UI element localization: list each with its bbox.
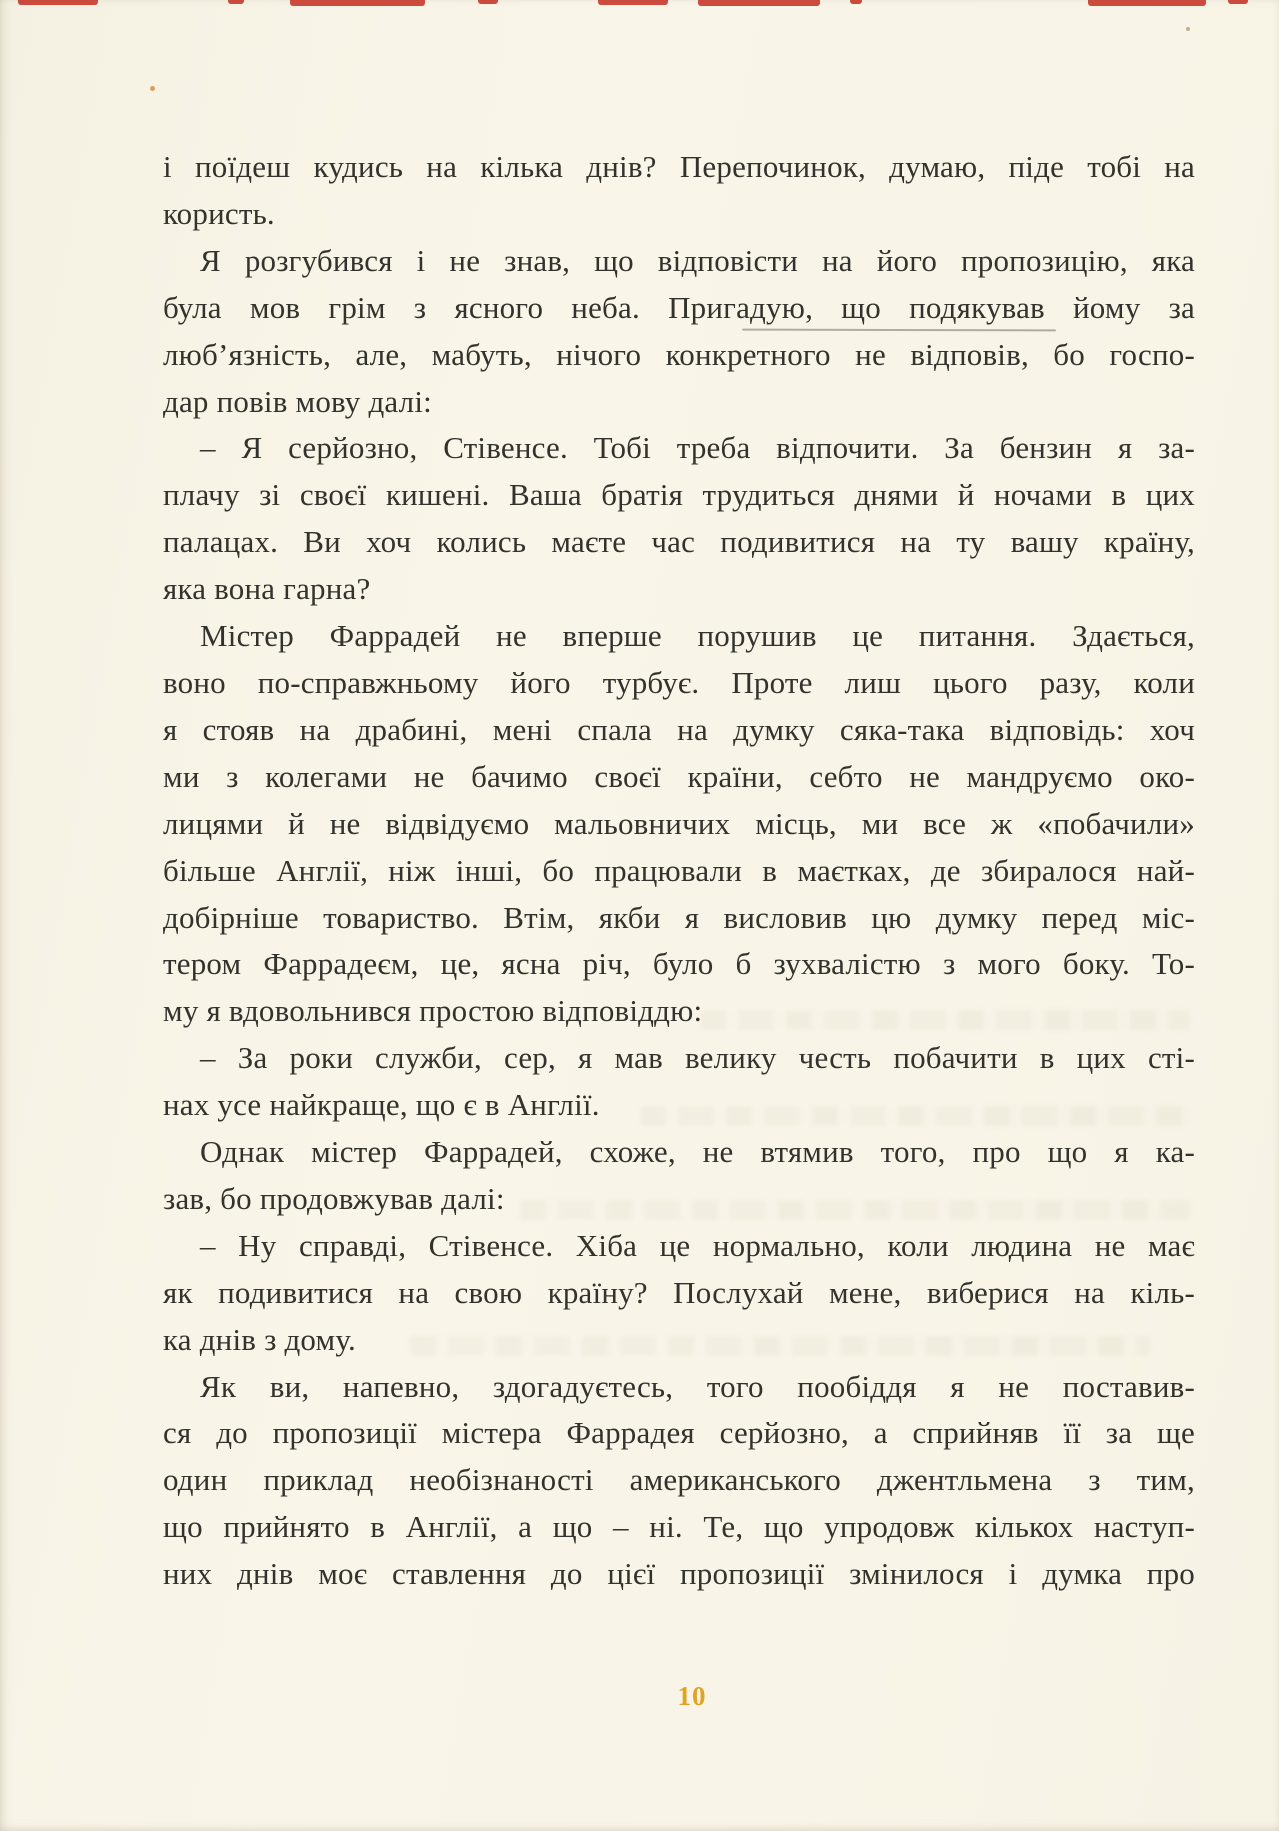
red-mark	[850, 0, 862, 4]
scan-edge-marks	[0, 0, 1279, 10]
text-line: ся до пропозиції містера Фаррадея серйозно, а сприйняв її за ще	[163, 1415, 1195, 1451]
text-line: нах усе найкраще, що є в Англії.	[163, 1087, 600, 1123]
text-line: дар повів мову далі:	[163, 383, 432, 419]
text-line: як подивитися на свою країну? Послухай мене, виберися на кіль-	[163, 1274, 1195, 1310]
text-line: була мов грім з ясного неба. Пригадую, що подякував йому за	[163, 289, 1195, 325]
bleed-through-artifact	[700, 1010, 1190, 1030]
text-line: більше Англії, ніж інші, бо працювали в маєтках, де збиралося най-	[163, 852, 1195, 888]
text-line: – За роки служби, сер, я мав велику честь побачити в цих сті-	[200, 1040, 1195, 1076]
bleed-through-artifact	[640, 1106, 1190, 1126]
text-line: Я розгубився і не знав, що відповісти на його пропозицію, яка	[200, 242, 1195, 278]
bleed-through-artifact	[520, 1200, 1190, 1220]
text-line: яка вона гарна?	[163, 571, 371, 607]
red-mark	[698, 0, 820, 6]
text-line: тером Фаррадеєм, це, ясна річ, було б зухвалістю з мого боку. То-	[163, 946, 1195, 982]
text-line: один приклад необізнаності американського джентльмена з тим,	[163, 1462, 1195, 1498]
page-number: 10	[677, 1681, 707, 1711]
red-mark	[1228, 0, 1248, 4]
text-line: добірніше товариство. Втім, якби я висловив цю думку перед міс-	[163, 899, 1195, 935]
red-mark	[1088, 0, 1206, 6]
red-mark	[228, 0, 244, 4]
red-mark	[290, 0, 425, 6]
text-line: і поїдеш кудись на кілька днів? Перепочинок, думаю, піде тобі на	[163, 149, 1195, 184]
text-line: плачу зі своєї кишені. Ваша братія трудиться днями й ночами в цих	[163, 477, 1195, 513]
text-line: Однак містер Фаррадей, схоже, не втямив того, про що я ка-	[200, 1134, 1195, 1170]
text-line: люб’язність, але, мабуть, нічого конкретного не відповів, бо госпо-	[163, 336, 1195, 372]
red-mark	[598, 0, 668, 5]
red-mark	[478, 0, 498, 4]
ink-speck	[1186, 27, 1190, 31]
text-line: – Я серйозно, Стівенсе. Тобі треба відпочити. За бензин я за-	[200, 430, 1195, 466]
red-mark	[18, 0, 98, 5]
text-line: му я вдовольнився простою відповіддю:	[163, 993, 703, 1029]
text-line: зав, бо продовжував далі:	[163, 1180, 505, 1216]
bleed-through-artifact	[410, 1336, 1150, 1356]
text-line: Містер Фаррадей не вперше порушив це питання. Здається,	[200, 618, 1195, 654]
text-line: що прийнято в Англії, а що – ні. Те, що упродовж кількох наступ-	[163, 1509, 1195, 1545]
text-line: ми з колегами не бачимо своєї країни, себто не мандруємо око-	[163, 758, 1195, 794]
text-line: ка днів з дому.	[163, 1321, 356, 1357]
page-text	[163, 144, 1195, 1598]
text-line: – Ну справді, Стівенсе. Хіба це нормально, коли людина не має	[200, 1227, 1195, 1263]
ink-speck	[150, 86, 155, 91]
text-line: я стояв на драбині, мені спала на думку сяка-така відповідь: хоч	[163, 711, 1195, 747]
text-line: них днів моє ставлення до цієї пропозиції змінилося і думка про	[163, 1556, 1195, 1592]
text-line: лицями й не відвідуємо мальовничих місць, ми все ж «побачили»	[163, 805, 1195, 841]
text-line: Як ви, напевно, здогадуєтесь, того пообіддя я не поставив-	[200, 1368, 1195, 1404]
text-line: палацах. Ви хоч колись маєте час подивитися на ту вашу країну,	[163, 524, 1195, 560]
text-line: користь.	[163, 195, 275, 231]
text-line: воно по-справжньому його турбує. Проте лиш цього разу, коли	[163, 664, 1195, 700]
